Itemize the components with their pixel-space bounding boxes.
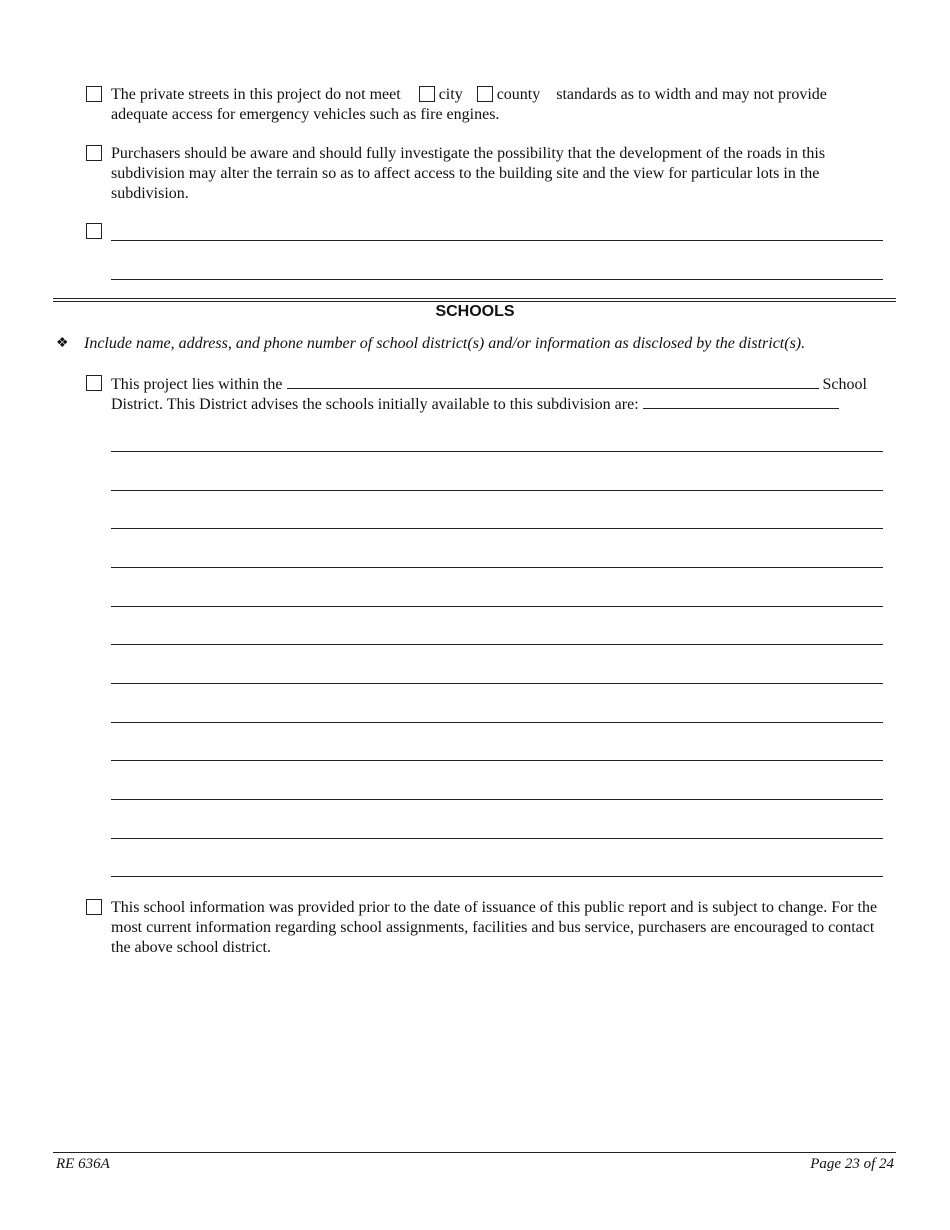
section-divider-bottom — [53, 301, 896, 302]
city-checkbox[interactable] — [419, 86, 435, 102]
roads-checkbox[interactable] — [86, 145, 102, 161]
schools-blank-line[interactable] — [111, 760, 883, 761]
schools-blank-line[interactable] — [111, 451, 883, 452]
district-text-start: This project lies within the — [111, 376, 283, 393]
district-text-end: School — [822, 376, 867, 393]
district-line2-text: District. This District advises the schools initially available to this subdivision are: — [111, 396, 639, 413]
county-label: county — [496, 86, 541, 103]
school-district-line1 — [111, 374, 887, 395]
page-number: Page 23 of 24 — [810, 1156, 894, 1172]
roads-notice-text: Purchasers should be aware and should fully investigate the possibility that the development of the roads in this subdivision may alter the terrain so as to affect access to the building site and the view for particular lots in the subdivision. — [111, 145, 826, 202]
section-divider-top — [53, 298, 896, 299]
other-blank-line-2[interactable] — [111, 279, 883, 280]
private-streets-text-line2: adequate access for emergency vehicles such as fire engines. — [111, 106, 500, 123]
school-notice-checkbox[interactable] — [86, 899, 102, 915]
schools-blank-line[interactable] — [111, 722, 883, 723]
schools-blank-line[interactable] — [111, 490, 883, 491]
schools-blank-line[interactable] — [111, 683, 883, 684]
schools-blank-line[interactable] — [111, 528, 883, 529]
other-checkbox[interactable] — [86, 223, 102, 239]
private-streets-checkbox[interactable] — [86, 86, 102, 102]
schools-blank-line[interactable] — [111, 567, 883, 568]
schools-blank-line[interactable] — [111, 606, 883, 607]
schools-available-field[interactable] — [643, 394, 839, 409]
school-district-line2 — [111, 394, 887, 415]
schools-instruction: Include name, address, and phone number of school district(s) and/or information as disclosed by the district(s). — [84, 335, 806, 352]
private-streets-text — [111, 85, 887, 105]
schools-blank-line[interactable] — [111, 838, 883, 839]
bullet-icon: ❖ — [56, 336, 69, 351]
schools-heading: SCHOOLS — [435, 303, 515, 320]
footer-rule — [53, 1152, 896, 1153]
school-district-checkbox[interactable] — [86, 375, 102, 391]
schools-blank-line[interactable] — [111, 876, 883, 877]
district-name-field[interactable] — [287, 374, 819, 389]
other-blank-line-1[interactable] — [111, 240, 883, 241]
schools-blank-line[interactable] — [111, 644, 883, 645]
city-label: city — [438, 86, 463, 103]
form-id: RE 636A — [56, 1156, 110, 1172]
private-streets-text-before: The private streets in this project do not meet — [111, 86, 401, 103]
county-checkbox[interactable] — [477, 86, 493, 102]
school-notice-text: This school information was provided prior to the date of issuance of this public report and is subject to change. For the most current information regarding school assignments, facilities and bus service, purchasers are encouraged to contact the above school district. — [111, 899, 878, 956]
schools-blank-line[interactable] — [111, 799, 883, 800]
private-streets-text-after: standards as to width and may not provide — [556, 86, 827, 103]
